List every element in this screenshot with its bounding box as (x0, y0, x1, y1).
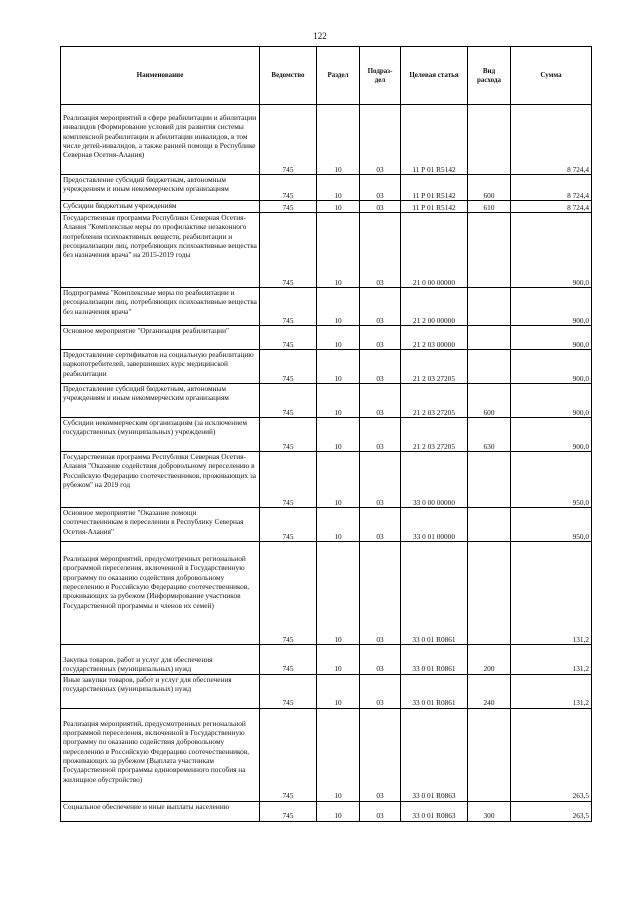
row-amount-cell: 263,5 (511, 801, 592, 821)
row-subsection-cell: 03 (360, 326, 401, 350)
row-dept-cell: 745 (260, 418, 317, 452)
row-section-cell: 10 (317, 674, 360, 708)
row-subsection-cell: 03 (360, 508, 401, 542)
row-subsection-cell: 03 (360, 201, 401, 213)
row-amount-cell: 900,0 (511, 326, 592, 350)
row-exptype-cell (468, 326, 511, 350)
row-target-cell: 33 0 01 R0863 (401, 708, 468, 801)
row-subsection-cell: 03 (360, 801, 401, 821)
header-amount: Сумма (511, 47, 592, 105)
table-row (61, 288, 592, 326)
row-subsection-cell: 03 (360, 175, 401, 201)
row-dept-cell: 745 (260, 213, 317, 288)
row-dept-cell: 745 (260, 105, 317, 175)
row-target-cell: 11 Р 01 R5142 (401, 201, 468, 213)
row-target-cell: 33 0 01 R0861 (401, 645, 468, 675)
row-exptype-cell (468, 105, 511, 175)
table-row (61, 508, 592, 542)
row-amount-cell: 8 724,4 (511, 175, 592, 201)
row-amount-cell: 950,0 (511, 452, 592, 508)
row-target-cell: 33 0 01 R0861 (401, 542, 468, 645)
table-row (61, 645, 592, 675)
row-section-cell: 10 (317, 175, 360, 201)
row-dept-cell: 745 (260, 708, 317, 801)
row-exptype-cell (468, 708, 511, 801)
row-subsection-cell: 03 (360, 452, 401, 508)
row-subsection-cell: 03 (360, 674, 401, 708)
row-name-cell: Государственная программа Республики Северная Осетия-Алания "Оказание содействия добровольному переселению в Российскую Федерацию соотечественников, проживающих за рубежом" на 2019 год (61, 452, 260, 508)
row-exptype-cell: 300 (468, 801, 511, 821)
row-section-cell: 10 (317, 213, 360, 288)
row-section-cell: 10 (317, 508, 360, 542)
row-name-cell: Реализация мероприятий, предусмотренных региональной программой переселения, включенной в Государственную программу по оказанию содействия добровольному переселению в Российскую Федерацию соотечественников, проживающих за рубежом (Выплата участникам Государственной программы единовременного пособия на жилищное обустройство) (61, 708, 260, 801)
row-exptype-cell: 630 (468, 418, 511, 452)
row-dept-cell: 745 (260, 201, 317, 213)
row-name-cell: Предоставление сертификатов на социальную реабилитацию наркопотребителей, завершивших курс медицинской реабилитации (61, 350, 260, 384)
row-section-cell: 10 (317, 801, 360, 821)
header-target: Целевая статья (401, 47, 468, 105)
row-exptype-cell (468, 213, 511, 288)
header-section: Раздел (317, 47, 360, 105)
row-dept-cell: 745 (260, 175, 317, 201)
row-subsection-cell: 03 (360, 350, 401, 384)
row-subsection-cell: 03 (360, 542, 401, 645)
row-exptype-cell: 600 (468, 175, 511, 201)
row-exptype-cell: 240 (468, 674, 511, 708)
table-row (61, 175, 592, 201)
row-section-cell: 10 (317, 105, 360, 175)
row-target-cell: 33 0 01 00000 (401, 508, 468, 542)
row-target-cell: 11 Р 01 R5142 (401, 175, 468, 201)
row-amount-cell: 900,0 (511, 213, 592, 288)
row-name-cell: Государственная программа Республики Северная Осетия-Алания "Комплексные меры по профилактике незаконного потребления психоактивных веществ, реабилитации и ресоциализации лиц, потребляющих психоактивные вещества без назначения врача" на 2015-2019 годы (61, 213, 260, 288)
row-dept-cell: 745 (260, 508, 317, 542)
row-subsection-cell: 03 (360, 105, 401, 175)
row-target-cell: 21 2 03 00000 (401, 326, 468, 350)
row-name-cell: Иные закупки товаров, работ и услуг для обеспечения государственных (муниципальных) нужд (61, 674, 260, 708)
row-dept-cell: 745 (260, 801, 317, 821)
row-dept-cell: 745 (260, 326, 317, 350)
row-target-cell: 33 0 01 R0863 (401, 801, 468, 821)
table-row (61, 105, 592, 175)
row-amount-cell: 900,0 (511, 350, 592, 384)
row-amount-cell: 8 724,4 (511, 201, 592, 213)
table-row (61, 452, 592, 508)
row-target-cell: 21 2 03 27205 (401, 384, 468, 418)
table-row (61, 384, 592, 418)
row-dept-cell: 745 (260, 384, 317, 418)
row-section-cell: 10 (317, 288, 360, 326)
row-section-cell: 10 (317, 452, 360, 508)
row-amount-cell: 131,2 (511, 542, 592, 645)
row-section-cell: 10 (317, 384, 360, 418)
row-exptype-cell (468, 542, 511, 645)
row-subsection-cell: 03 (360, 384, 401, 418)
row-name-cell: Социальное обеспечение и иные выплаты населению (61, 801, 260, 821)
row-amount-cell: 900,0 (511, 418, 592, 452)
row-name-cell: Предоставление субсидий бюджетным, автономным учреждениям и иным некоммерческим организациям (61, 175, 260, 201)
row-subsection-cell: 03 (360, 418, 401, 452)
row-section-cell: 10 (317, 645, 360, 675)
row-amount-cell: 263,5 (511, 708, 592, 801)
row-amount-cell: 950,0 (511, 508, 592, 542)
row-section-cell: 10 (317, 708, 360, 801)
row-section-cell: 10 (317, 326, 360, 350)
row-name-cell: Реализация мероприятий в сфере реабилитации и абилитации инвалидов (Формирование условий для развития системы комплексной реабилитации и абилитации инвалидов, в том числе детей-инвалидов, а также ранней помощи в Республике Северная Осетия-Алания) (61, 105, 260, 175)
table-header-row (61, 47, 592, 105)
table-row (61, 542, 592, 645)
row-dept-cell: 745 (260, 452, 317, 508)
page-number: 122 (313, 31, 327, 41)
row-subsection-cell: 03 (360, 213, 401, 288)
row-exptype-cell (468, 452, 511, 508)
row-amount-cell: 900,0 (511, 384, 592, 418)
row-name-cell: Закупка товаров, работ и услуг для обеспечения государственных (муниципальных) нужд (61, 645, 260, 675)
row-amount-cell: 8 724,4 (511, 105, 592, 175)
row-dept-cell: 745 (260, 350, 317, 384)
row-target-cell: 33 0 01 R0861 (401, 674, 468, 708)
table-row (61, 674, 592, 708)
row-section-cell: 10 (317, 418, 360, 452)
row-target-cell: 21 2 00 00000 (401, 288, 468, 326)
row-dept-cell: 745 (260, 645, 317, 675)
header-name: Наименование (61, 47, 260, 105)
row-target-cell: 21 0 00 00000 (401, 213, 468, 288)
row-exptype-cell: 610 (468, 201, 511, 213)
row-name-cell: Предоставление субсидий бюджетным, автономным учреждениям и иным некоммерческим организациям (61, 384, 260, 418)
row-exptype-cell: 200 (468, 645, 511, 675)
row-name-cell: Субсидии бюджетным учреждениям (61, 201, 260, 213)
row-exptype-cell (468, 288, 511, 326)
row-dept-cell: 745 (260, 542, 317, 645)
row-target-cell: 11 Р 01 R5142 (401, 105, 468, 175)
table-row (61, 708, 592, 801)
row-exptype-cell (468, 350, 511, 384)
row-target-cell: 21 2 03 27205 (401, 418, 468, 452)
table-row (61, 213, 592, 288)
row-subsection-cell: 03 (360, 645, 401, 675)
header-subsection: Подраз- дел (360, 47, 401, 105)
row-section-cell: 10 (317, 201, 360, 213)
row-section-cell: 10 (317, 542, 360, 645)
header-dept: Ведомство (260, 47, 317, 105)
budget-table (60, 46, 592, 822)
table-row (61, 326, 592, 350)
row-amount-cell: 131,2 (511, 674, 592, 708)
row-name-cell: Подпрограмма "Комплексные меры по реабилитации и ресоциализации лиц, потребляющих психоактивные вещества без назначения врача" (61, 288, 260, 326)
row-dept-cell: 745 (260, 674, 317, 708)
row-amount-cell: 900,0 (511, 288, 592, 326)
row-name-cell: Основное мероприятие "Организация реабилитации" (61, 326, 260, 350)
row-subsection-cell: 03 (360, 288, 401, 326)
row-dept-cell: 745 (260, 288, 317, 326)
table-row (61, 350, 592, 384)
row-name-cell: Реализация мероприятий, предусмотренных региональной программой переселения, включенной в Государственную программу по оказанию содействия добровольному переселению в Российскую Федерацию соотечественников, проживающих за рубежом (Информирование участников Государственной программы и членов их семей) (61, 542, 260, 645)
row-section-cell: 10 (317, 350, 360, 384)
row-exptype-cell (468, 508, 511, 542)
row-amount-cell: 131,2 (511, 645, 592, 675)
header-exptype: Вид расхода (468, 47, 511, 105)
row-subsection-cell: 03 (360, 708, 401, 801)
row-name-cell: Субсидии некоммерческим организациям (за исключением государственных (муниципальных) учреждений) (61, 418, 260, 452)
table-row (61, 418, 592, 452)
row-target-cell: 21 2 03 27205 (401, 350, 468, 384)
row-name-cell: Основное мероприятие "Оказание помощи соотечественникам в переселении в Республику Северная Осетия-Алания" (61, 508, 260, 542)
table-row (61, 201, 592, 213)
table-row (61, 801, 592, 821)
row-exptype-cell: 600 (468, 384, 511, 418)
row-target-cell: 33 0 00 00000 (401, 452, 468, 508)
